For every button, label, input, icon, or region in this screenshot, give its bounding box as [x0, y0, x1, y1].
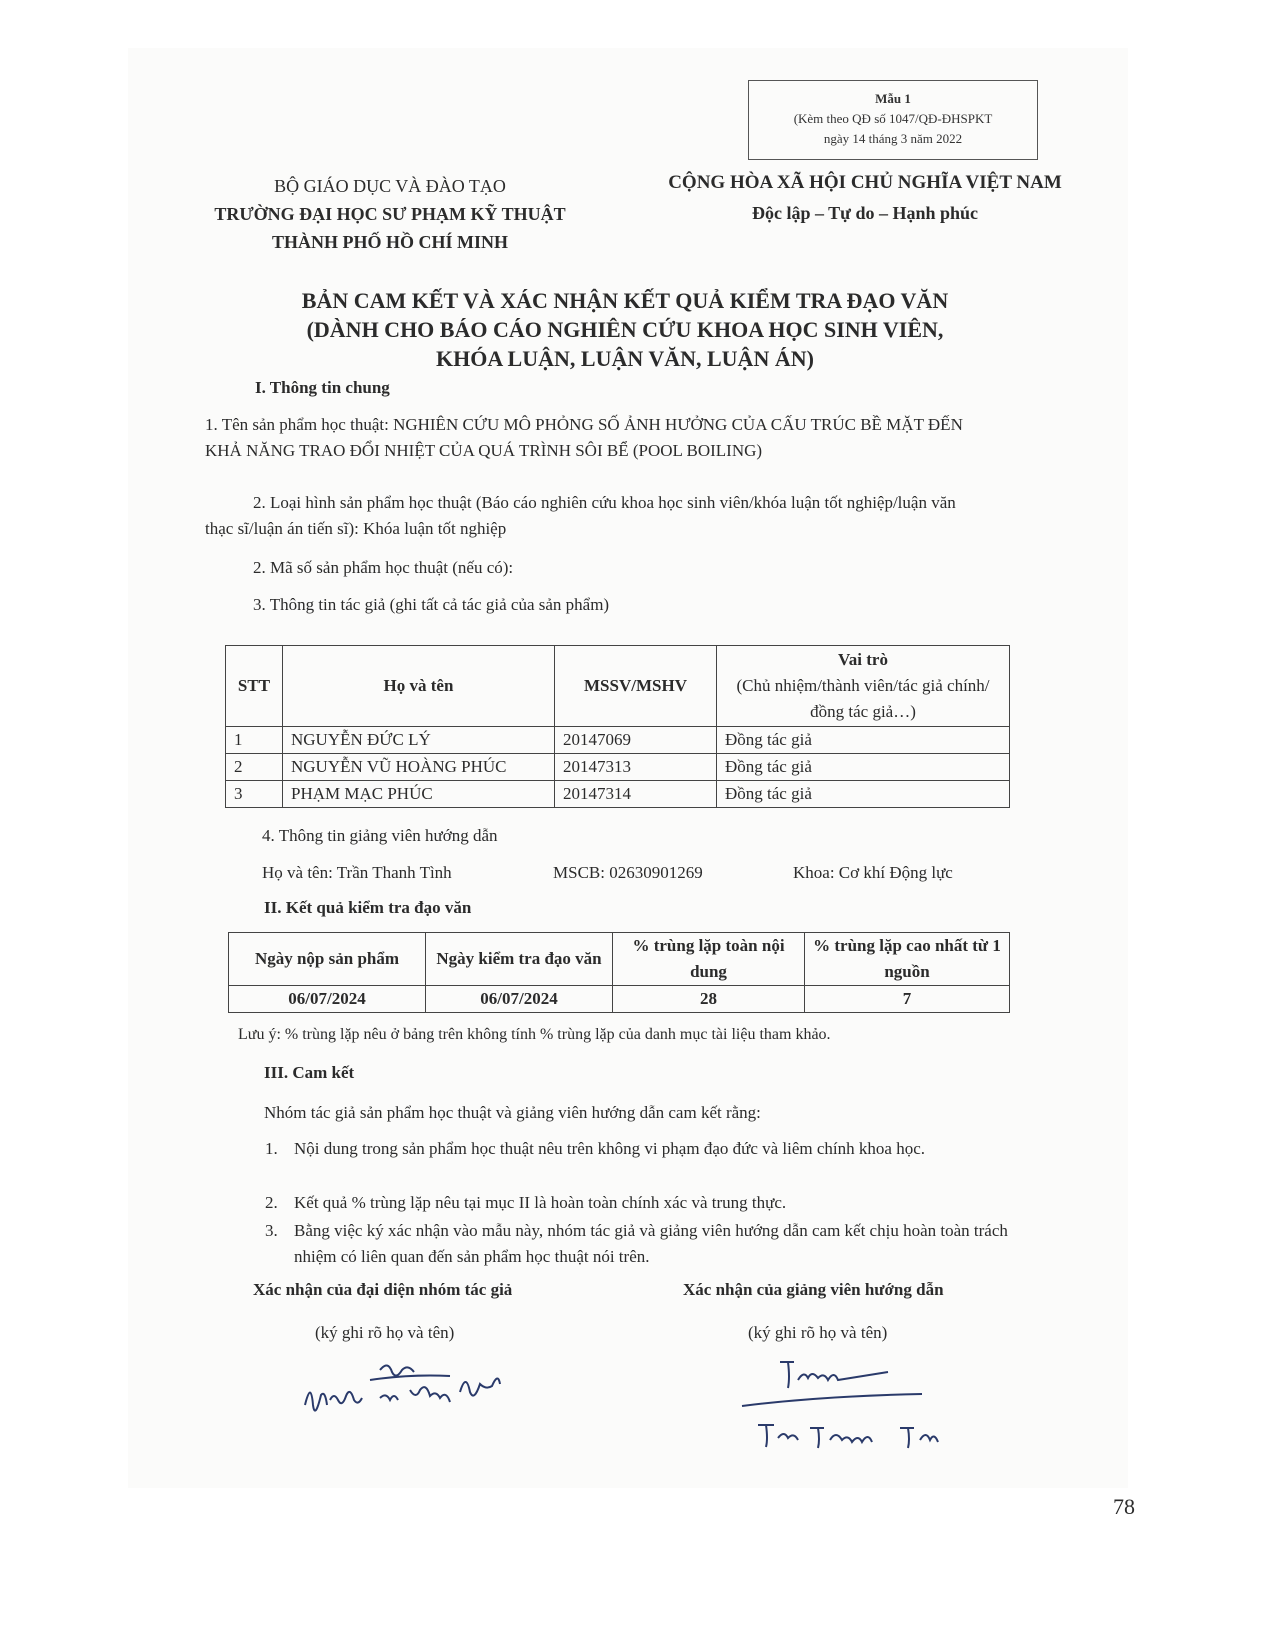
- row-name: NGUYỄN ĐỨC LÝ: [283, 727, 555, 754]
- national-motto: Độc lập – Tự do – Hạnh phúc: [751, 203, 979, 223]
- row-stt: 3: [226, 781, 283, 808]
- row-role: Đồng tác giả: [717, 781, 1010, 808]
- col-check-date: Ngày kiểm tra đạo văn: [426, 933, 613, 986]
- table-row: [229, 986, 1010, 1013]
- national-header: [635, 168, 1095, 228]
- max-source-overlap: 7: [805, 986, 1010, 1013]
- ministry-name: BỘ GIÁO DỤC VÀ ĐÀO TẠO: [274, 176, 506, 196]
- row-stt: 2: [226, 754, 283, 781]
- commitment-intro: Nhóm tác giả sản phẩm học thuật và giảng viên hướng dẫn cam kết rằng:: [264, 1103, 761, 1122]
- total-overlap: 28: [613, 986, 805, 1013]
- col-total-overlap: % trùng lặp toàn nội dung: [613, 933, 805, 986]
- row-id: 20147069: [555, 727, 717, 754]
- col-stt: STT: [226, 646, 283, 727]
- page-number: 78: [1113, 1494, 1135, 1519]
- col-name: Họ và tên: [283, 646, 555, 727]
- product-type: 2. Loại hình sản phẩm học thuật (Báo cáo nghiên cứu khoa học sinh viên/khóa luận tốt nghiệp/luận văn thạc sĩ/luận án tiến sĩ): Khóa luận tốt nghiệp: [205, 493, 956, 538]
- author-rep-signature-note: (ký ghi rõ họ và tên): [315, 1323, 455, 1342]
- commitment-num-2: 2.: [265, 1193, 278, 1212]
- university-city: THÀNH PHỐ HỒ CHÍ MINH: [271, 232, 508, 252]
- authors-table-header: [226, 646, 1010, 727]
- row-id: 20147314: [555, 781, 717, 808]
- advisor-name: Họ và tên: Trần Thanh Tình: [262, 863, 452, 882]
- product-name: 1. Tên sản phẩm học thuật: NGHIÊN CỨU MÔ PHỎNG SỐ ẢNH HƯỞNG CỦA CẤU TRÚC BỀ MẶT ĐẾN KHẢ NĂNG TRAO ĐỔI NHIỆT CỦA QUÁ TRÌNH SÔI BỂ (POOL BOILING): [205, 415, 963, 460]
- advisor-mscb: MSCB: 02630901269: [553, 863, 703, 882]
- university-name: TRƯỜNG ĐẠI HỌC SƯ PHẠM KỸ THUẬT: [214, 204, 566, 224]
- section-3-heading: III. Cam kết: [264, 1063, 355, 1082]
- advisor-signature-label: Xác nhận của giảng viên hướng dẫn: [683, 1280, 944, 1299]
- row-name: PHẠM MẠC PHÚC: [283, 781, 555, 808]
- advisor-signature-note: (ký ghi rõ họ và tên): [748, 1323, 888, 1342]
- col-id: MSSV/MSHV: [555, 646, 717, 727]
- col-role-desc: (Chủ nhiệm/thành viên/tác giả chính/đồng tác giả…): [736, 676, 990, 721]
- row-role: Đồng tác giả: [717, 727, 1010, 754]
- row-id: 20147313: [555, 754, 717, 781]
- commitment-num-3: 3.: [265, 1221, 278, 1240]
- plagiarism-note: Lưu ý: % trùng lặp nêu ở bảng trên không tính % trùng lặp của danh mục tài liệu tham khảo.: [238, 1026, 831, 1043]
- authors-table: [225, 645, 1010, 808]
- table-row: [226, 781, 1010, 808]
- advisor-faculty: Khoa: Cơ khí Động lực: [793, 863, 953, 882]
- col-max-source-overlap: % trùng lặp cao nhất từ 1 nguồn: [805, 933, 1010, 986]
- form-decision: (Kèm theo QĐ số 1047/QĐ-ĐHSPKT: [793, 111, 993, 126]
- country-name: CỘNG HÒA XÃ HỘI CHỦ NGHĨA VIỆT NAM: [668, 172, 1062, 193]
- row-stt: 1: [226, 727, 283, 754]
- commitment-text-2: Kết quả % trùng lặp nêu tại mục II là hoàn toàn chính xác và trung thực.: [294, 1193, 787, 1212]
- table-row: [226, 727, 1010, 754]
- table-row: [226, 754, 1010, 781]
- commitment-text-3: Bằng việc ký xác nhận vào mẫu này, nhóm tác giả và giảng viên hướng dẫn cam kết chịu hoàn toàn trách nhiệm có liên quan đến sản phẩm học thuật nói trên.: [294, 1221, 1008, 1266]
- advisor-signature-image: [740, 1350, 1020, 1450]
- author-rep-signature-label: Xác nhận của đại diện nhóm tác giả: [253, 1280, 513, 1299]
- plagiarism-table-header: [229, 933, 1010, 986]
- form-number: Mẫu 1: [875, 91, 911, 106]
- col-submission-date: Ngày nộp sản phẩm: [229, 933, 426, 986]
- col-role: [717, 646, 1010, 727]
- title-line-1: BẢN CAM KẾT VÀ XÁC NHẬN KẾT QUẢ KIỂM TRA ĐẠO VĂN: [301, 288, 949, 313]
- form-date: ngày 14 tháng 3 năm 2022: [823, 131, 963, 146]
- ministry-header: [180, 172, 600, 256]
- check-date: 06/07/2024: [426, 986, 613, 1013]
- advisor-info-label: 4. Thông tin giảng viên hướng dẫn: [262, 826, 498, 845]
- plagiarism-table: [228, 932, 1010, 1013]
- document-title: [180, 286, 1070, 373]
- submission-date: 06/07/2024: [229, 986, 426, 1013]
- author-signature-image: [300, 1350, 520, 1430]
- row-name: NGUYỄN VŨ HOÀNG PHÚC: [283, 754, 555, 781]
- col-role-title: Vai trò: [838, 650, 888, 669]
- title-line-2: (DÀNH CHO BÁO CÁO NGHIÊN CỨU KHOA HỌC SINH VIÊN,: [306, 317, 944, 342]
- form-reference-box: [748, 80, 1038, 160]
- section-2-heading: II. Kết quả kiểm tra đạo văn: [264, 898, 472, 917]
- section-1-heading: I. Thông tin chung: [255, 378, 390, 397]
- commitment-text-1: Nội dung trong sản phẩm học thuật nêu trên không vi phạm đạo đức và liêm chính khoa học.: [294, 1139, 925, 1158]
- author-info-label: 3. Thông tin tác giả (ghi tất cả tác giả của sản phẩm): [253, 595, 610, 614]
- product-code: 2. Mã số sản phẩm học thuật (nếu có):: [253, 558, 514, 577]
- row-role: Đồng tác giả: [717, 754, 1010, 781]
- commitment-num-1: 1.: [265, 1139, 278, 1158]
- title-line-3: KHÓA LUẬN, LUẬN VĂN, LUẬN ÁN): [436, 346, 814, 371]
